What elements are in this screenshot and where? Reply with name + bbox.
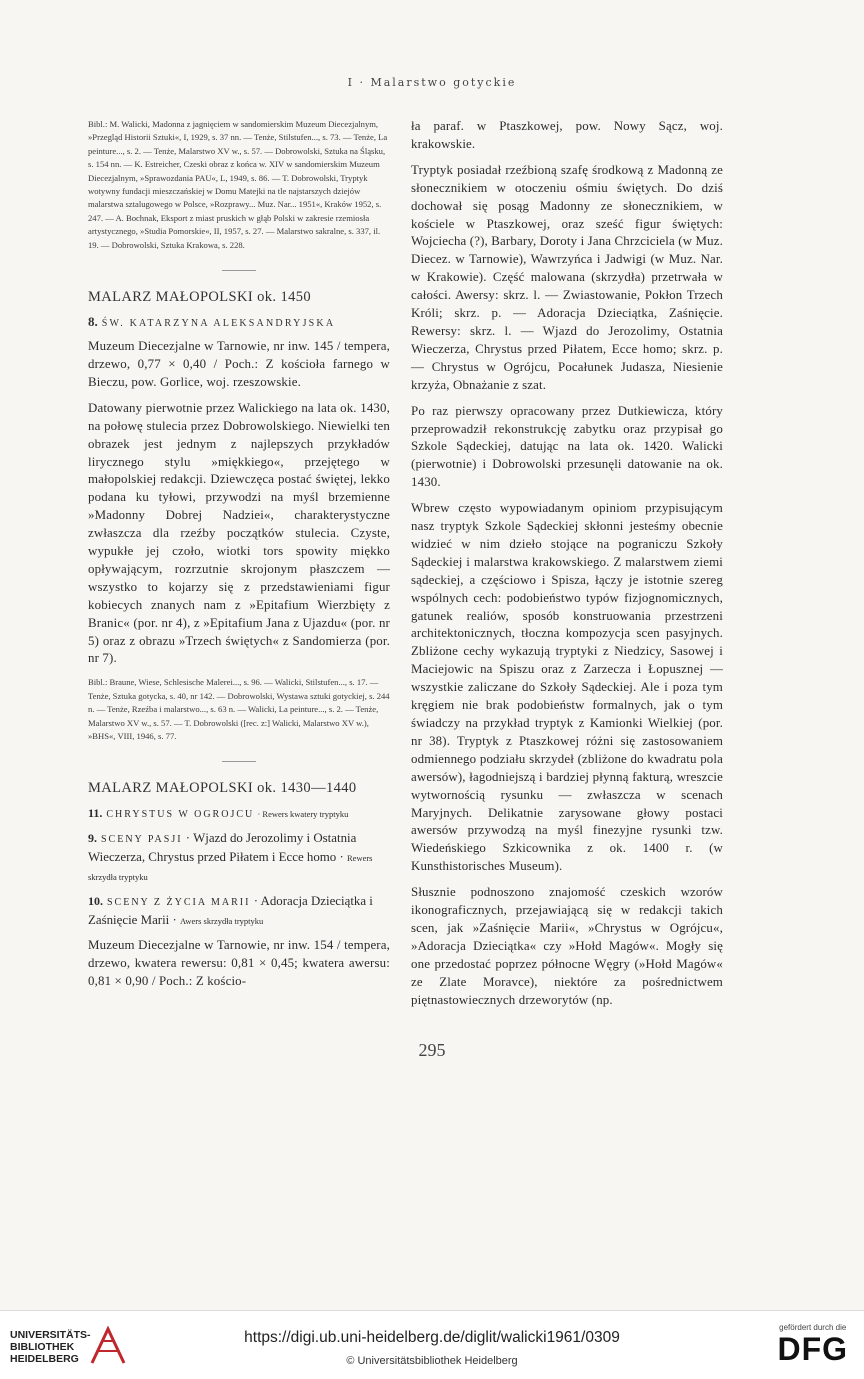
permalink-url[interactable]: https://digi.ub.uni-heidelberg.de/diglit/walicki1961/0309 — [244, 1329, 620, 1346]
paragraph: Datowany pierwotnie przez Walickiego na lata ok. 1430, na połowę stulecia przez Dobrowolskiego. Niewielki ten obrazek jest jednym z najlepszych przykładów lirycznego stylu »miękkiego«, przejętego w małopolskiej redakcji. Dziewczęca postać świętej, lekko podana ku tyłowi, przywodzi na myśl brzemienne »Madonny Dobrej Nadziei«, charakterystyczne zwłaszcza dla rzeźby początków stulecia. Czyste, wypukłe jej czoło, wiotki tors spowity miękko opływającym, rozrzutnie skrojonym płaszczem — wszystko to kojarzy się z przedstawieniami figur kobiecych znanych nam z »Epitafium Wierzbięty z Branic« (por. nr 4), z »Epitafium Jana z Ujazdu« (por. nr 5) oraz z obrazu »Trzech świętych« z Sandomierza (por. nr 7). — [88, 400, 390, 666]
bibliography-1: Bibl.: M. Walicki, Madonna z jagnięciem w sandomierskim Muzeum Diecezjalnym, »Przegląd Historii Sztuki«, I, 1929, s. 37 nn. — Tenże, Stilstufen..., s. 73. — Tenże, La peinture..., s. 2. — Tenże, Malarstwo XV w., s. 57. — Dobrowolski, Sztuka na Śląsku, s. 154 nn. — K. Estreicher, Czeski obraz z końca w. XIV w sandomierskim Muzeum Diecezjalnym, »Sprawozdania PAU«, L, 1949, s. 86. — T. Dobrowolski, Tryptyk wotywny fundacji mieszczańskiej w Domu Matejki na tle najstarszych dziejów malarstwa sztalugowego w Polsce, »Rozprawy... Muz. Nar... 1951«, Kraków 1952, s. 247. — A. Bochnak, Eksport z miast pruskich w głąb Polski w zakresie rzemiosła artystycznego, »Studia Pomorskie«, II, 1957, s. 27. — Malarstwo sakralne, s. 337, il. 19. — Dobrowolski, Sztuka Krakowa, s. 228. — [88, 119, 388, 250]
entry-number: 10. — [88, 894, 103, 909]
divider — [222, 270, 256, 271]
section-heading-2: MALARZ MAŁOPOLSKI ok. 1430—1440 — [88, 780, 357, 797]
logo-line: HEIDELBERG — [10, 1353, 79, 1365]
entry-item-11 — [88, 805, 390, 824]
dfg-logo[interactable] — [777, 1323, 848, 1366]
entry-note: Awers skrzydła tryptyku — [180, 915, 264, 926]
dfg-caption: gefördert durch die — [779, 1323, 847, 1332]
section-heading-1: MALARZ MAŁOPOLSKI ok. 1450 — [88, 289, 312, 306]
logo-line: UNIVERSITÄTS- — [10, 1329, 91, 1341]
entry-number: 8. — [88, 314, 98, 330]
dfg-wordmark: DFG — [777, 1331, 848, 1367]
paragraph: Tryptyk posiadał rzeźbioną szafę środkową z Madonną ze słonecznikiem w otoczeniu ośmiu świętych. Do dziś dochował się posąg Madonny ze słonecznikiem, w kościele w Ptaszkowej, oraz sześć figur świętych: Wojciecha (?), Barbary, Doroty i Jana Chrzciciela (w Muz. Diecez. w Tarnowie), Wawrzyńca i Jadwigi (w Muz. Nar. w Krakowie). Część malowana (skrzydła) przetrwała w całości. Awersy: skrz. l. — Zwiastowanie, Pokłon Trzech Króli; skrz. p. — Adoracja Dzieciątka, Zaśnięcie. Rewersy: skrz. l. — Wjazd do Jerozolimy, Ostatnia Wieczerza, Chrystus przed Piłatem, Ecce homo; skrz. p. — Chrystus w Ogrójcu, Pocałunek Judasza, Niesienie krzyża, Obnażanie z szat. — [411, 162, 723, 392]
entry-title: SCENY PASJI — [101, 834, 183, 846]
entry-item-9 — [88, 830, 390, 887]
paragraph: ła paraf. w Ptaszkowej, pow. Nowy Sącz, woj. krakowskie. — [411, 119, 723, 151]
entry-number: 9. — [88, 831, 97, 846]
entry-title: CHRYSTUS W OGROJCU — [106, 809, 255, 821]
running-head: I · Malarstwo gotyckie — [347, 76, 517, 89]
right-column — [411, 118, 723, 1018]
paragraph: Słusznie podnoszono znajomość czeskich wzorów ikonograficznych, przejawiającą się w redakcji takich scen, jak »Zaśnięcie Marii«, »Chrystus w Ogrójcu«, »Adoracja Dzieciątka« czy »Hołd Magów«. Mogły się one przedostać poprzez północne Węgry (»Hołd Magów« ze Zlate Moravce), niektóre za pośrednictwem piętnastowiecznych drzeworytów (np. — [411, 885, 723, 1007]
entry-text: · Wjazd do Jerozolimy i Ostatnia Wieczerza, Chrystus przed Piłatem i Ecce homo · — [88, 831, 357, 865]
entry-heading-8 — [88, 314, 390, 330]
paragraph: Muzeum Diecezjalne w Tarnowie, nr inw. 154 / tempera, drzewo, kwatera rewersu: 0,81 × 0,45; kwatera awersu: 0,81 × 0,90 / Poch.: Z kościo- — [88, 937, 390, 988]
paragraph: Muzeum Diecezjalne w Tarnowie, nr inw. 145 / tempera, drzewo, 0,77 × 0,40 / Poch.: Z kościoła farnego w Bieczu, pow. Gorlice, woj. rzeszowskie. — [88, 339, 390, 389]
entry-number: 11. — [88, 806, 103, 821]
entry-note: · Rewers kwatery tryptyku — [257, 809, 349, 820]
bibliography-2: Bibl.: Braune, Wiese, Schlesische Malerei..., s. 96. — Walicki, Stilstufen..., s. 17. — Tenże, Sztuka gotycka, s. 40, nr 142. — Dobrowolski, Wystawa sztuki gotyckiej, s. 244 n. — Tenże, Rzeźba i malarstwo..., s. 63 n. — Walicki, La peinture..., s. 2. — Tenże, Malarstwo XV w., s. 57. — T. Dobrowolski ([rec. z:] Walicki, Malarstwo XV w.), »BHS«, VIII, 1946, s. 77. — [88, 677, 390, 741]
entry-title: ŚW. KATARZYNA ALEKSANDRYJSKA — [101, 318, 336, 330]
page-number: 295 — [418, 1040, 446, 1060]
paragraph: Wbrew często wypowiadanym opiniom przypisującym nasz tryptyk Szkole Sądeckiej skłonni jesteśmy obecnie widzieć w nim dzieło stojące na pograniczu Szkoły Sądeckiej i malarstwa krakowskiego. Z malarstwem ziemi sądeckiej, a częściowo i Spisza, łączy je istotnie szereg wspólnych cech: podobieństwo typów fizjognomicznych, gatunek realiów, sposób konstruowania przestrzeni architektonicznych, tłoczna kompozycja scen pasyjnych. Zbliżone cechy wykazują tryptyki z Niedzicy, Sasowej i Maciejowic na Spiszu oraz z Zarzecza i Łopusznej — wszystkie zaliczane do Szkoły Sądeckiej. Ale i poza tym kręgiem nie brak podobieństw formalnych, jak o tym świadczy na przykład tryptyk z Kamionki Wielkiej (por. nr 38). Tryptyk z Ptaszkowej różni się zastosowaniem odmiennego podziału skrzydeł (zbliżone do kwadratu pola awersów), łagodniejszą i bardziej płynną fakturą, wreszcie wytwornością rysunku — zwłaszcza w scenach Maryjnych. Delikatnie zarysowane głowy postaci awersów przywodzą na myśl finezyjne rysunki tzw. Wiedeńskiego Szkicownika z ok. 1400 r. (w Kunsthistorisches Museum). — [411, 501, 723, 874]
viewer-footer — [0, 1310, 864, 1379]
entry-item-10 — [88, 893, 390, 931]
copyright-notice — [0, 1355, 864, 1367]
copyright-link[interactable]: © Universitätsbibliothek Heidelberg — [346, 1355, 518, 1367]
divider — [222, 761, 256, 762]
entry-title: SCENY Z ŻYCIA MARII — [107, 897, 251, 909]
left-column — [88, 118, 390, 999]
logo-line: BIBLIOTHEK — [10, 1341, 75, 1353]
entry-text: · Adoracja Dzieciątka i Zaśnięcie Marii · — [88, 894, 373, 927]
paragraph: Po raz pierwszy opracowany przez Dutkiewicza, który przeprowadził rekonstrukcję zabytku oraz przypisał go Szkole Sądeckiej, datując na lata ok. 1420. Walicki (pierwotnie) i Dobrowolski przesunęli datowanie na ok. 1430. — [411, 403, 723, 490]
entry-note: Rewers skrzydła tryptyku — [88, 853, 373, 883]
